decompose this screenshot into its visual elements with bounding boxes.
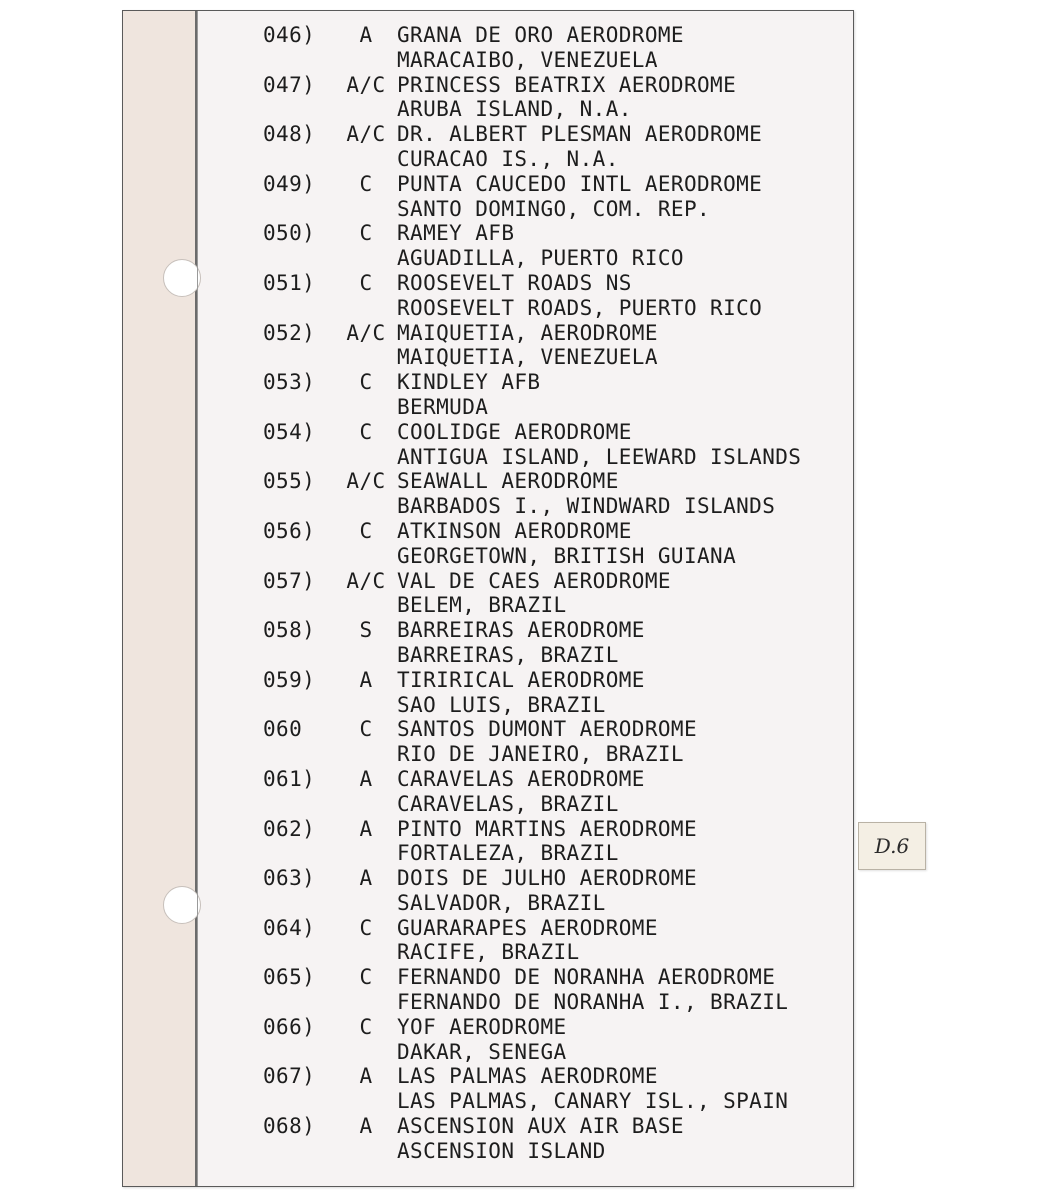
aerodrome-location: SALVADOR, BRAZIL [397,890,606,915]
entry-header-row [263,817,854,842]
entry-number: 064) [263,915,316,940]
aerodrome-location: FORTALEZA, BRAZIL [397,841,619,866]
entry-code: C [359,171,373,196]
aerodrome-name: SANTOS DUMONT AERODROME [397,717,697,742]
entry-number: 061) [263,766,316,791]
aerodrome-name: MAIQUETIA, AERODROME [397,320,658,345]
entry-header-row [263,916,854,941]
list-item [263,122,854,172]
aerodrome-location: CARAVELAS, BRAZIL [397,791,619,816]
list-item [263,420,854,470]
entry-header-row [263,23,854,48]
aerodrome-name: FERNANDO DE NORANHA AERODROME [397,965,776,990]
entry-header-row [263,569,854,594]
aerodrome-name: COOLIDGE AERODROME [397,419,632,444]
entry-number: 055) [263,469,316,494]
entry-number: 056) [263,518,316,543]
list-item [263,668,854,718]
aerodrome-name: ASCENSION AUX AIR BASE [397,1114,684,1139]
aerodrome-location: RIO DE JANEIRO, BRAZIL [397,742,684,767]
entry-header-row [263,221,854,246]
aerodrome-location: SANTO DOMINGO, COM. REP. [397,196,711,221]
entry-number: 054) [263,419,316,444]
entry-number: 060 [263,717,303,742]
entry-header-row [263,668,854,693]
entry-number: 062) [263,816,316,841]
aerodrome-name: DR. ALBERT PLESMAN AERODROME [397,122,763,147]
entry-code: A [359,23,373,47]
entry-code: C [359,370,373,395]
aerodrome-location: ARUBA ISLAND, N.A. [397,97,632,122]
list-item [263,916,854,966]
aerodrome-location: MAIQUETIA, VENEZUELA [397,345,658,370]
entry-code: A/C [346,568,386,593]
punch-hole [163,886,201,924]
index-tab-label: D.6 [874,834,910,858]
entry-number: 049) [263,171,316,196]
entry-header-row [263,1114,854,1139]
entry-header-row [263,271,854,296]
aerodrome-name: RAMEY AFB [397,221,515,246]
aerodrome-name: GRANA DE ORO AERODROME [397,23,684,47]
entry-code: C [359,717,373,742]
entry-header-row [263,717,854,742]
entry-header-row [263,965,854,990]
list-item [263,172,854,222]
document-page [122,10,854,1187]
entry-number: 053) [263,370,316,395]
aerodrome-name: LAS PALMAS AERODROME [397,1064,658,1089]
list-item [263,271,854,321]
entry-code: C [359,518,373,543]
entry-code: A [359,1114,373,1139]
aerodrome-location: ASCENSION ISLAND [397,1138,606,1163]
aerodrome-location: DAKAR, SENEGA [397,1039,567,1064]
aerodrome-name: ROOSEVELT ROADS NS [397,270,632,295]
list-item [263,1114,854,1164]
list-item [263,469,854,519]
entry-number: 058) [263,618,316,643]
aerodrome-location: BERMUDA [397,394,489,419]
aerodrome-location: RACIFE, BRAZIL [397,940,580,965]
aerodrome-name: TIRIRICAL AERODROME [397,667,645,692]
list-item [263,519,854,569]
list-item [263,1015,854,1065]
aerodrome-location: GEORGETOWN, BRITISH GUIANA [397,543,737,568]
aerodrome-location: ANTIGUA ISLAND, LEEWARD ISLANDS [397,444,802,469]
aerodrome-location: FERNANDO DE NORANHA I., BRAZIL [397,990,789,1015]
list-item [263,23,854,73]
aerodrome-name: PUNTA CAUCEDO INTL AERODROME [397,171,763,196]
entry-code: A/C [346,72,386,97]
aerodrome-location: SAO LUIS, BRAZIL [397,692,606,717]
list-item [263,866,854,916]
entry-header-row [263,122,854,147]
entry-header-row [263,519,854,544]
entry-number: 068) [263,1114,316,1139]
entry-header-row [263,172,854,197]
aerodrome-location: BELEM, BRAZIL [397,593,567,618]
aerodrome-location: CURACAO IS., N.A. [397,146,619,171]
list-item [263,817,854,867]
entry-code: C [359,221,373,246]
entry-header-row [263,767,854,792]
entry-header-row [263,1064,854,1089]
entry-code: S [359,618,373,643]
aerodrome-location: BARBADOS I., WINDWARD ISLANDS [397,494,776,519]
aerodrome-name: ATKINSON AERODROME [397,518,632,543]
aerodrome-name: PINTO MARTINS AERODROME [397,816,697,841]
entry-number: 067) [263,1064,316,1089]
list-item [263,370,854,420]
list-item [263,73,854,123]
entry-code: C [359,915,373,940]
entry-code: C [359,270,373,295]
entry-header-row [263,469,854,494]
entry-code: A [359,866,373,891]
aerodrome-location: LAS PALMAS, CANARY ISL., SPAIN [397,1089,789,1114]
entry-number: 052) [263,320,316,345]
binding-strip [123,11,197,1186]
entry-header-row [263,618,854,643]
entry-number: 065) [263,965,316,990]
list-item [263,321,854,371]
aerodrome-name: DOIS DE JULHO AERODROME [397,866,697,891]
entry-code: C [359,965,373,990]
entry-number: 047) [263,72,316,97]
entry-header-row [263,370,854,395]
aerodrome-name: GUARARAPES AERODROME [397,915,658,940]
aerodrome-location: AGUADILLA, PUERTO RICO [397,246,684,271]
aerodrome-location: MARACAIBO, VENEZUELA [397,47,658,72]
margin-rule [197,11,198,1186]
entry-number: 051) [263,270,316,295]
list-item [263,965,854,1015]
entry-code: A/C [346,122,386,147]
entry-number: 063) [263,866,316,891]
list-item [263,569,854,619]
list-item [263,767,854,817]
entry-header-row [263,866,854,891]
list-item [263,221,854,271]
entry-code: A [359,766,373,791]
aerodrome-name: YOF AERODROME [397,1014,567,1039]
list-item [263,1064,854,1114]
aerodrome-name: BARREIRAS AERODROME [397,618,645,643]
list-item [263,618,854,668]
entry-code: C [359,419,373,444]
entry-number: 050) [263,221,316,246]
aerodrome-name: PRINCESS BEATRIX AERODROME [397,72,737,97]
entry-header-row [263,420,854,445]
list-item [263,717,854,767]
entry-code: A/C [346,320,386,345]
entry-number: 057) [263,568,316,593]
entry-code: A [359,816,373,841]
entry-header-row [263,1015,854,1040]
entry-header-row [263,73,854,98]
entry-code: A [359,667,373,692]
entry-number: 059) [263,667,316,692]
index-tab[interactable] [858,822,926,870]
entry-number: 066) [263,1014,316,1039]
aerodrome-location: BARREIRAS, BRAZIL [397,642,619,667]
entry-code: A/C [346,469,386,494]
entry-code: A [359,1064,373,1089]
entry-code: C [359,1014,373,1039]
aerodrome-name: CARAVELAS AERODROME [397,766,645,791]
punch-hole [163,259,201,297]
aerodrome-location: ROOSEVELT ROADS, PUERTO RICO [397,295,763,320]
aerodrome-name: VAL DE CAES AERODROME [397,568,671,593]
aerodrome-name: KINDLEY AFB [397,370,541,395]
aerodrome-name: SEAWALL AERODROME [397,469,619,494]
entry-number: 048) [263,122,316,147]
entry-number: 046) [263,23,316,47]
aerodrome-list [263,23,854,1164]
entry-header-row [263,321,854,346]
